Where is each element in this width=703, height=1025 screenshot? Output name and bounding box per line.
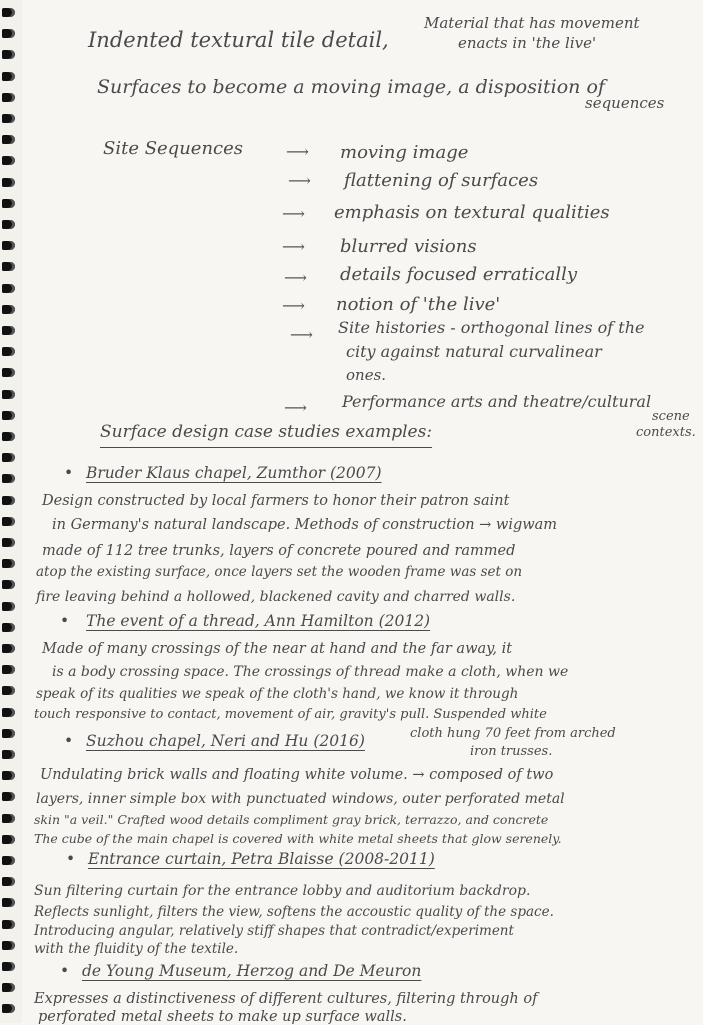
case-text-line: The cube of the main chapel is covered with white metal sheets that glow serenely.: [34, 831, 562, 846]
site-item: details focused erratically: [340, 264, 577, 285]
binding-ring: [2, 856, 15, 865]
binding-ring: [2, 941, 15, 950]
binding-ring: [2, 93, 15, 102]
site-item: city against natural curvalinear: [346, 342, 602, 361]
binding-ring: [2, 708, 15, 717]
binding-ring: [2, 284, 15, 293]
case-title: Bruder Klaus chapel, Zumthor (2007): [86, 464, 382, 482]
binding-ring: [2, 877, 15, 886]
binding-ring: [2, 920, 15, 929]
case-text-line: Design constructed by local farmers to honor their patron saint: [42, 493, 510, 509]
site-item: scene: [652, 409, 690, 424]
binding-ring: [2, 411, 15, 420]
binding-ring: [2, 729, 15, 738]
arrow-icon: ⟶: [288, 171, 311, 190]
bullet-icon: •: [64, 464, 74, 482]
case-title: de Young Museum, Herzog and De Meuron: [82, 962, 422, 980]
binding-ring: [2, 241, 15, 250]
arrow-icon: ⟶: [282, 296, 305, 315]
binding-ring: [2, 220, 15, 229]
case-text-line: Made of many crossings of the near at hand and the far away, it: [42, 641, 513, 657]
binding-ring: [2, 114, 15, 123]
case-text-line: iron trusses.: [470, 744, 553, 759]
binding-ring: [2, 1004, 15, 1013]
case-text-line: skin "a veil." Crafted wood details compliment gray brick, terrazzo, and concrete: [34, 812, 549, 827]
arrow-icon: ⟶: [282, 237, 305, 256]
case-title: The event of a thread, Ann Hamilton (2012): [86, 612, 431, 630]
site-item: Performance arts and theatre/cultural: [342, 392, 652, 411]
binding-ring: [2, 72, 15, 81]
page-title: Indented textural tile detail,: [88, 28, 389, 52]
binding-ring: [2, 432, 15, 441]
case-studies-heading: Surface design case studies examples:: [100, 422, 433, 442]
case-text-line: atop the existing surface, once layers set the wooden frame was set on: [36, 564, 523, 580]
arrow-icon: ⟶: [286, 142, 309, 161]
binding-ring: [2, 199, 15, 208]
site-item: contexts.: [636, 425, 696, 440]
site-item: emphasis on textural qualities: [334, 202, 610, 223]
bullet-icon: •: [60, 612, 70, 630]
case-text-line: made of 112 tree trunks, layers of concrete poured and rammed: [42, 543, 516, 559]
binding-ring: [2, 750, 15, 759]
site-item: flattening of surfaces: [344, 170, 539, 191]
binding-ring: [2, 8, 15, 17]
binding-ring: [2, 665, 15, 674]
binding-ring: [2, 814, 15, 823]
binding-ring: [2, 792, 15, 801]
binding-ring: [2, 368, 15, 377]
case-text-line: in Germany's natural landscape. Methods of construction → wigwam: [52, 517, 558, 533]
header-note-line1: Material that has movement: [424, 14, 640, 32]
case-text-line: Sun filtering curtain for the entrance lobby and auditorium backdrop.: [34, 883, 531, 899]
binding-ring: [2, 29, 15, 38]
binding-ring: [2, 538, 15, 547]
binding-ring: [2, 326, 15, 335]
case-text-line: fire leaving behind a hollowed, blackened cavity and charred walls.: [36, 589, 516, 605]
case-text-line: Introducing angular, relatively stiff shapes that contradict/experiment: [34, 923, 514, 939]
binding-ring: [2, 347, 15, 356]
site-item: notion of 'the live': [336, 294, 501, 315]
site-item: Site histories - orthogonal lines of the: [338, 318, 645, 337]
binding-ring: [2, 453, 15, 462]
spiral-binding: [0, 0, 22, 1023]
subtitle-line: Surfaces to become a moving image, a disposition of: [97, 76, 605, 98]
case-text-line: is a body crossing space. The crossings of thread make a cloth, when we: [52, 664, 569, 680]
case-title: Entrance curtain, Petra Blaisse (2008-2011): [88, 850, 435, 868]
site-item: blurred visions: [340, 236, 477, 257]
binding-ring: [2, 262, 15, 271]
bullet-icon: •: [64, 732, 74, 750]
binding-ring: [2, 602, 15, 611]
site-sequences-label: Site Sequences: [103, 138, 244, 159]
binding-ring: [2, 559, 15, 568]
case-text-line: touch responsive to contact, movement of air, gravity's pull. Suspended white: [34, 707, 547, 722]
subtitle-end: sequences: [585, 94, 665, 112]
binding-ring: [2, 623, 15, 632]
binding-ring: [2, 496, 15, 505]
header-note-line2: enacts in 'the live': [458, 34, 597, 52]
case-text-line: perforated metal sheets to make up surface walls.: [38, 1009, 407, 1025]
binding-ring: [2, 135, 15, 144]
binding-ring: [2, 156, 15, 165]
bullet-icon: •: [60, 962, 70, 980]
case-text-line: Reflects sunlight, filters the view, softens the accoustic quality of the space.: [34, 904, 554, 920]
arrow-icon: ⟶: [282, 204, 305, 223]
binding-ring: [2, 50, 15, 59]
case-text-line: Undulating brick walls and floating white volume. → composed of two: [40, 767, 554, 783]
arrow-icon: ⟶: [290, 325, 313, 344]
binding-ring: [2, 983, 15, 992]
arrow-icon: ⟶: [284, 398, 307, 417]
binding-ring: [2, 580, 15, 589]
bullet-icon: •: [66, 850, 76, 868]
case-text-line: speak of its qualities we speak of the cloth's hand, we know it through: [36, 686, 519, 702]
binding-ring: [2, 474, 15, 483]
case-text-line: with the fluidity of the textile.: [34, 941, 239, 957]
case-text-line: cloth hung 70 feet from arched: [410, 726, 616, 741]
binding-ring: [2, 686, 15, 695]
binding-ring: [2, 771, 15, 780]
binding-ring: [2, 898, 15, 907]
site-item: ones.: [346, 366, 387, 384]
site-item: moving image: [340, 142, 469, 163]
binding-ring: [2, 390, 15, 399]
binding-ring: [2, 835, 15, 844]
binding-ring: [2, 305, 15, 314]
case-text-line: layers, inner simple box with punctuated windows, outer perforated metal: [36, 791, 565, 807]
case-text-line: Expresses a distinctiveness of different cultures, filtering through of: [34, 991, 538, 1007]
binding-ring: [2, 517, 15, 526]
arrow-icon: ⟶: [284, 268, 307, 287]
case-title: Suzhou chapel, Neri and Hu (2016): [86, 732, 365, 750]
binding-ring: [2, 962, 15, 971]
binding-ring: [2, 178, 15, 187]
binding-ring: [2, 644, 15, 653]
